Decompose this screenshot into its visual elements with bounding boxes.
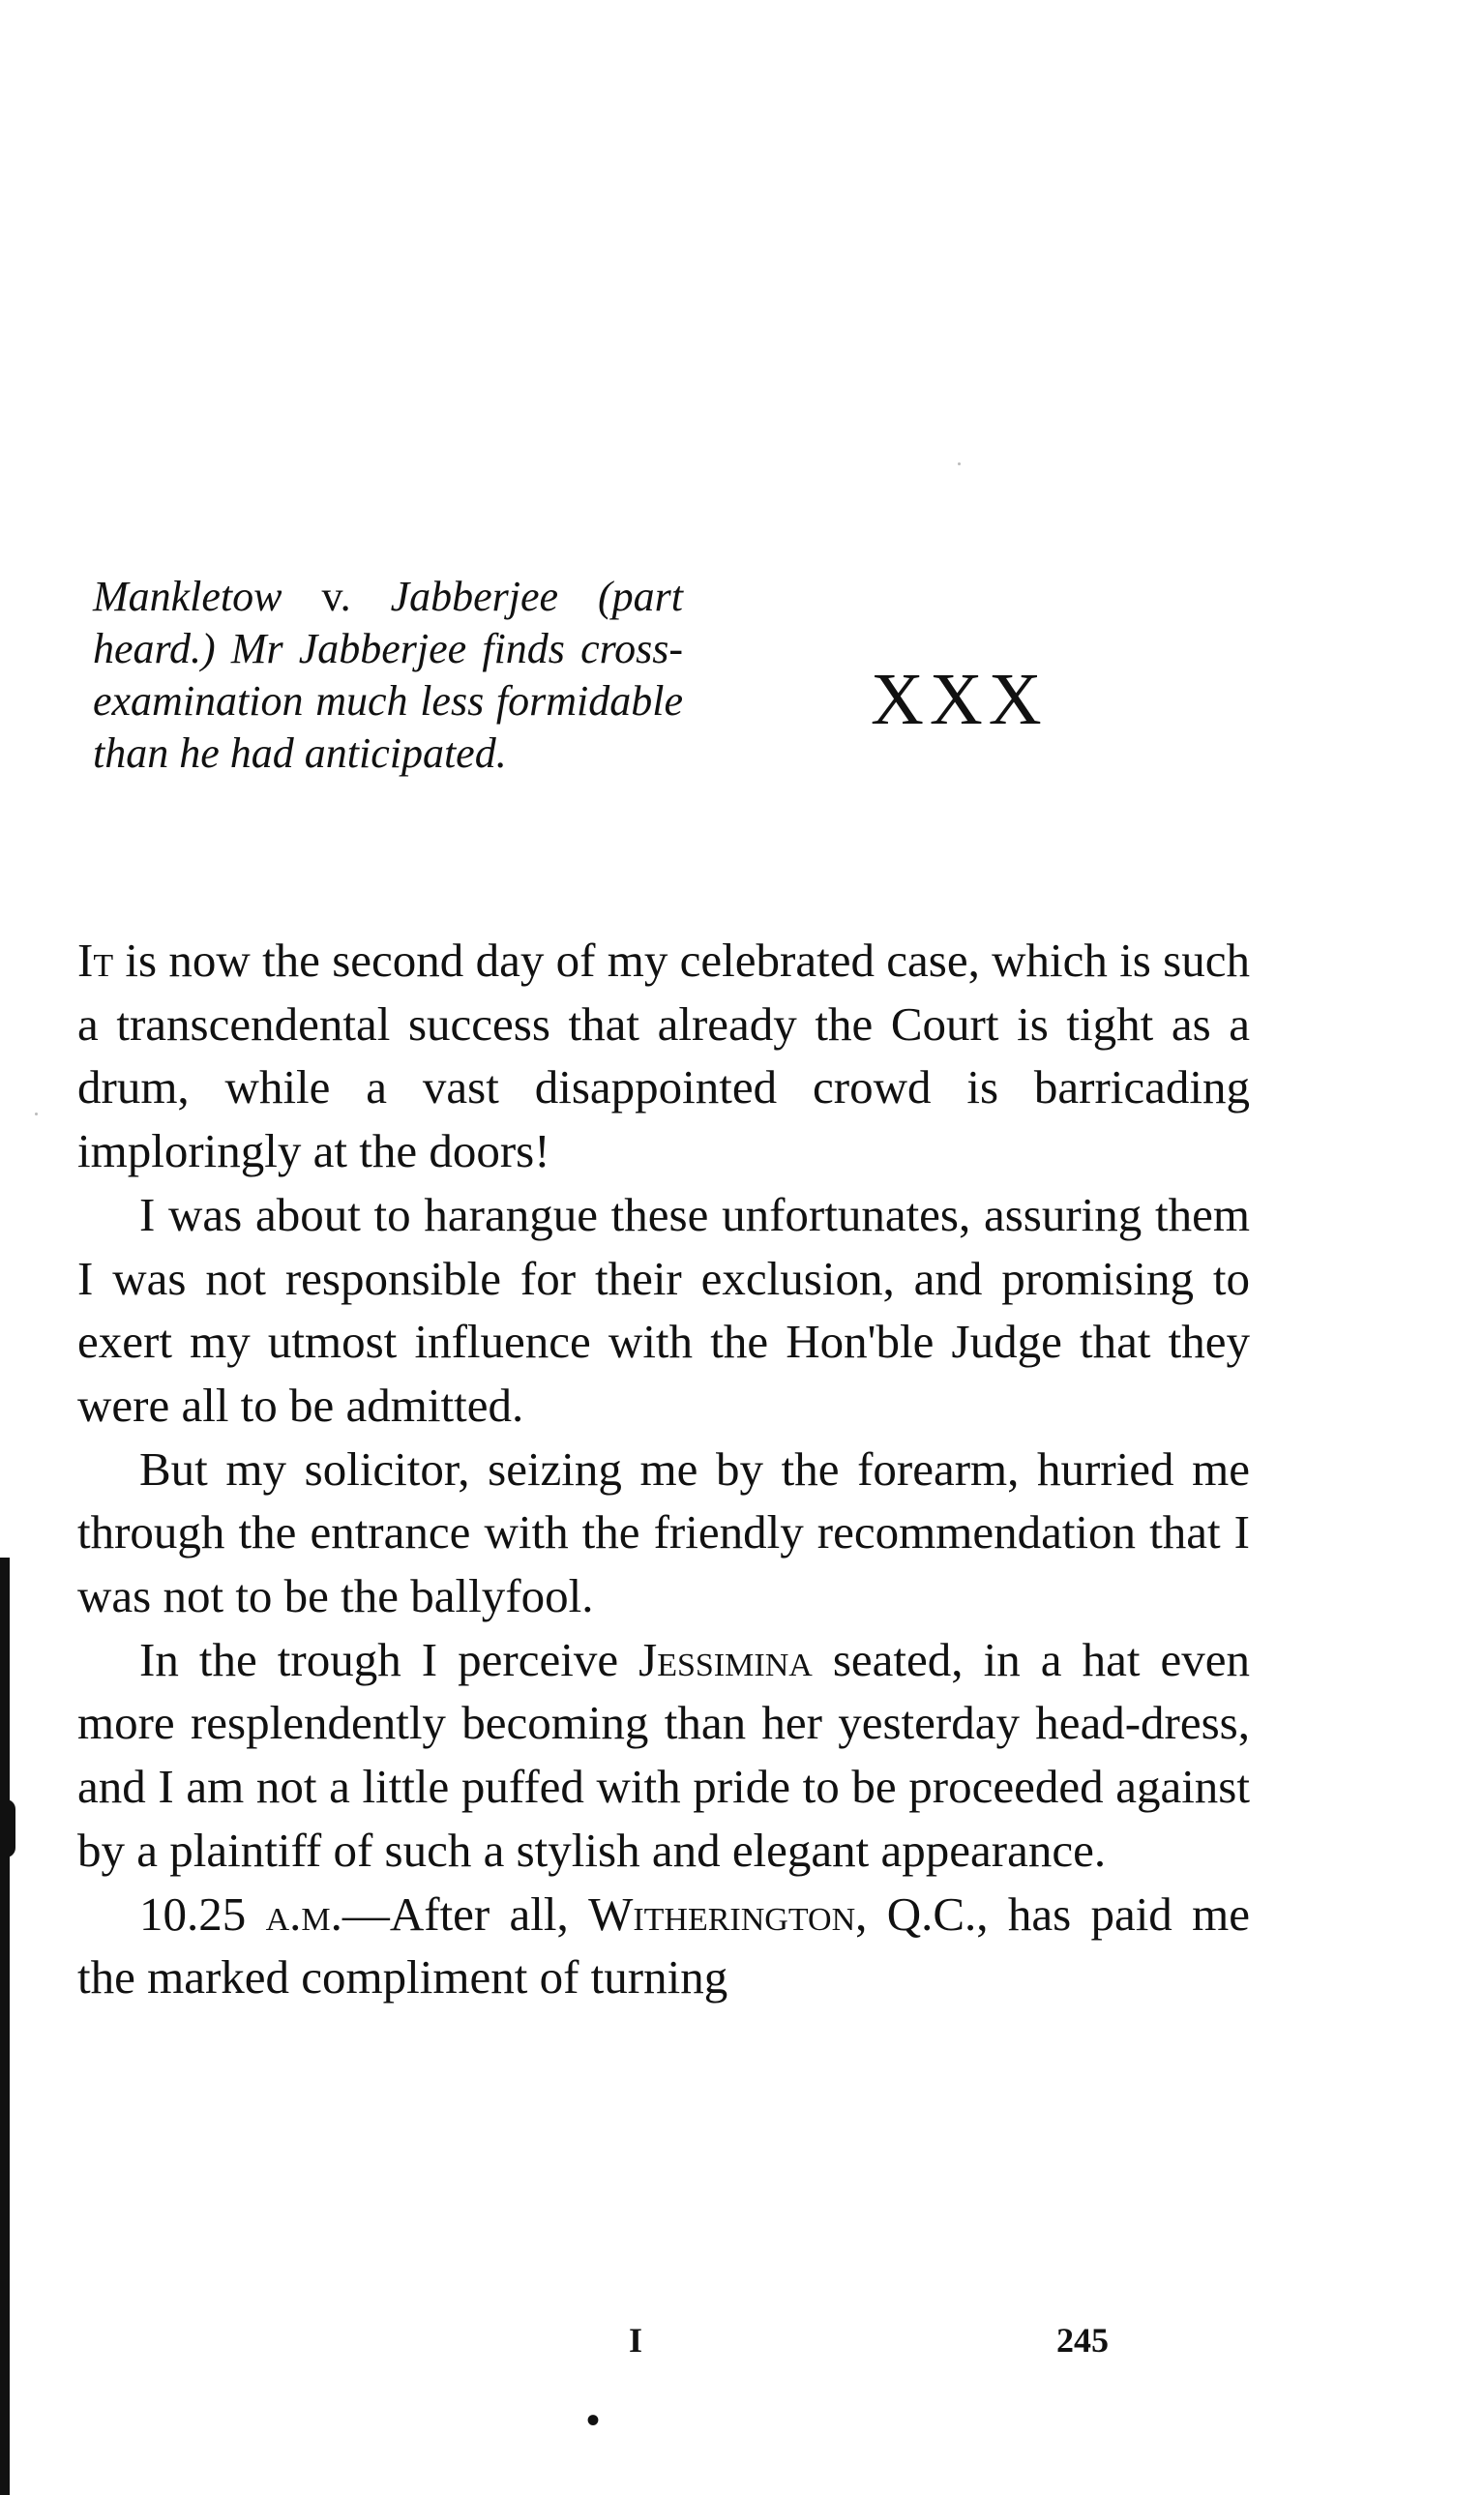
chapter-number: XXX bbox=[871, 659, 1048, 740]
paragraph-3: But my solicitor, seizing me by the forearm, hurried me through the entrance with the friendly recommendation that I was not to be the ballyfool. bbox=[77, 1441, 1250, 1623]
character-name: Jessimina bbox=[638, 1632, 813, 1686]
body-text bbox=[77, 929, 1250, 2009]
scan-speck bbox=[35, 1113, 38, 1115]
paragraph-2: I was about to harangue these unfortunates, assuring them I was not responsible for their exclusion, and promising to exert my utmost influence with the Hon'ble Judge that they were all to be admitted. bbox=[77, 1187, 1250, 1432]
paragraph-text: , Q.C., has paid me the marked compliment of turning bbox=[77, 1886, 1250, 2005]
page-number: 245 bbox=[1056, 2321, 1109, 2360]
paragraph-5 bbox=[77, 1883, 1250, 2009]
printer-mark: • bbox=[586, 2398, 601, 2442]
time-stamp: 10.25 bbox=[139, 1886, 247, 1941]
paragraph-text: —After all, bbox=[341, 1886, 589, 1941]
signature-mark: I bbox=[629, 2321, 643, 2360]
sidenote-summary: (part heard.) Mr Jabberjee finds cross-examination much less formidable than he had anticipated. bbox=[93, 573, 683, 777]
time-meridiem: a.m. bbox=[265, 1886, 342, 1941]
paragraph-4 bbox=[77, 1628, 1250, 1883]
sidenote-case-name-1: Mankletow bbox=[93, 573, 282, 620]
page-edge-notch bbox=[0, 1799, 15, 1857]
paragraph-text: is now the second day of my celebrated case, which is such a transcendental success that already the Court is tight as a drum, while a vast disappointed crowd is barricading imploringly at the doors! bbox=[77, 934, 1250, 1178]
paragraph-1 bbox=[77, 929, 1250, 1183]
scan-speck bbox=[958, 462, 961, 465]
paragraph-text: seated, in a hat even more resplendently becoming than her yesterday head-dress, and I am not a little puffed with pride to be proceeded against by a plaintiff of such a stylish and elegant appearance. bbox=[77, 1632, 1250, 1877]
chapter-sidenote bbox=[93, 571, 683, 780]
sidenote-case-name-2: Jabberjee bbox=[390, 573, 559, 620]
sidenote-versus: v. bbox=[321, 573, 351, 620]
page-edge-shadow bbox=[0, 1558, 10, 2495]
drop-lead: It bbox=[77, 934, 114, 987]
character-name: Witherington bbox=[588, 1886, 856, 1941]
paragraph-text: In the trough I perceive bbox=[139, 1632, 639, 1686]
